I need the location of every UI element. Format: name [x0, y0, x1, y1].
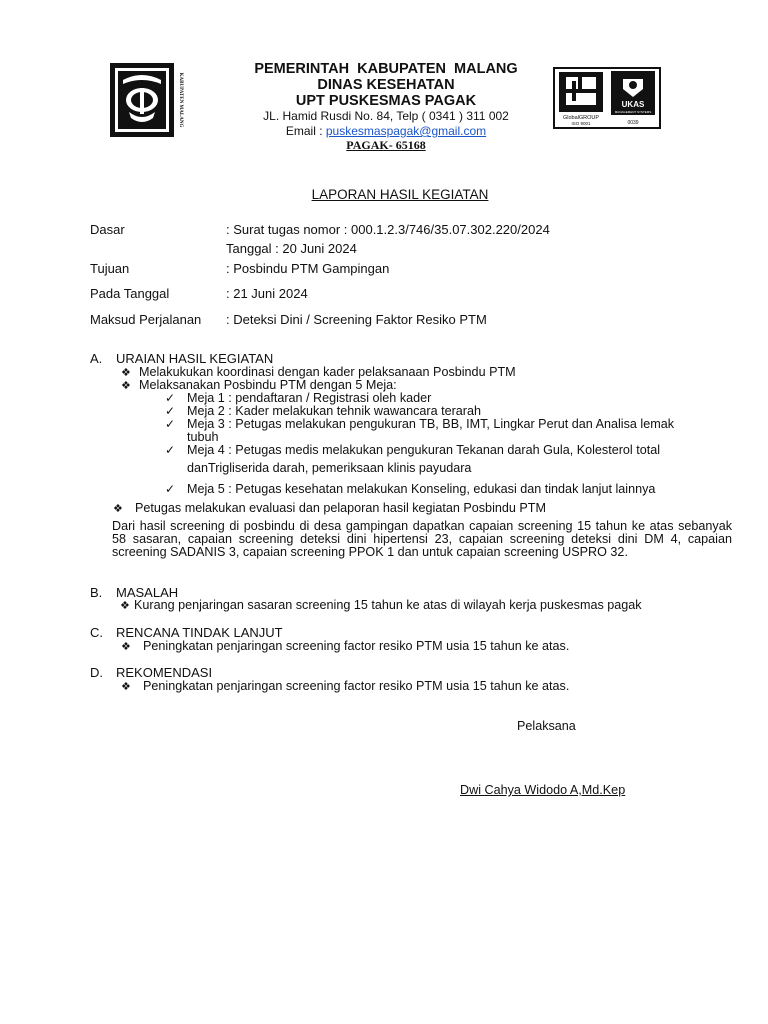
letterhead-email-line	[230, 124, 542, 138]
section-letter: D.	[90, 665, 103, 680]
check-item-text: Meja 2 : Kader melakukan tehnik wawancara terarah	[187, 404, 482, 418]
letterhead-unit: UPT PUSKESMAS PAGAK	[295, 93, 477, 109]
list-item	[121, 679, 569, 693]
check-item	[165, 482, 655, 496]
check-item-continuation: tubuh	[187, 430, 219, 444]
check-item	[165, 404, 481, 418]
letterhead-address: JL. Hamid Rusdi No. 84, Telp ( 0341 ) 311 002	[263, 109, 509, 123]
ukas-text: UKAS	[621, 100, 645, 109]
field-label: Dasar	[90, 222, 125, 237]
check-icon: ✓	[165, 482, 176, 496]
logo-left-caption: KABUPATEN MALANG	[178, 72, 183, 128]
check-item	[165, 417, 674, 431]
field-label: Tujuan	[90, 261, 130, 276]
list-item-text: Kurang penjaringan sasaran screening 15 tahun ke atas di wilayah kerja puskesmas pagak	[134, 598, 642, 612]
diamond-bullet-icon: ❖	[121, 641, 131, 653]
section-title: REKOMENDASI	[116, 665, 213, 680]
section-d-heading	[90, 665, 212, 680]
list-item-text: Peningkatan penjaringan screening factor resiko PTM usia 15 tahun ke atas.	[143, 639, 570, 653]
diamond-bullet-icon: ❖	[121, 681, 131, 693]
check-item-text: Meja 4 : Petugas medis melakukan pengukuran Tekanan darah Gula, Kolesterol total	[187, 443, 661, 457]
letterhead-department: DINAS KESEHATAN	[317, 77, 455, 93]
list-item-text: Melakukukan koordinasi dengan kader pelaksanaan Posbindu PTM	[139, 365, 516, 379]
field-value: : Surat tugas nomor : 000.1.2.3/746/35.07.302.220/2024	[226, 222, 550, 237]
section-letter: B.	[90, 585, 103, 600]
section-letter: C.	[90, 625, 103, 640]
field-label: Maksud Perjalanan	[90, 312, 202, 327]
letterhead-government: PEMERINTAH KABUPATEN MALANG	[254, 61, 518, 77]
check-item-text: Meja 5 : Petugas kesehatan melakukan Konseling, edukasi dan tindak lanjut lainnya	[187, 482, 656, 496]
field-label: Pada Tanggal	[90, 286, 170, 301]
diamond-bullet-icon: ❖	[121, 367, 131, 379]
section-c-heading	[90, 625, 283, 640]
signer-label: Pelaksana	[517, 719, 576, 733]
check-item-continuation: danTrigliserida darah, pemeriksaan klinis payudara	[187, 461, 472, 475]
list-item	[121, 365, 516, 379]
letterhead-postal: PAGAK- 65168	[346, 138, 426, 152]
diamond-bullet-icon: ❖	[120, 600, 130, 612]
section-title: URAIAN HASIL KEGIATAN	[116, 351, 274, 366]
ukas-code-text: 0039	[627, 120, 639, 126]
section-letter: A.	[90, 351, 103, 366]
field-value: : Deteksi Dini / Screening Faktor Resiko PTM	[226, 312, 487, 327]
check-item-text: Meja 1 : pendaftaran / Registrasi oleh kader	[187, 391, 432, 405]
signer-name: Dwi Cahya Widodo A,Md.Kep	[460, 783, 626, 797]
email-label: Email :	[285, 124, 326, 138]
check-item-text: Meja 3 : Petugas melakukan pengukuran TB, BB, IMT, Lingkar Perut dan Analisa lemak	[187, 417, 674, 431]
field-value: Tanggal : 20 Juni 2024	[226, 241, 357, 256]
ukas-sub-text: MANAGEMENT SYSTEMS	[614, 110, 652, 114]
results-paragraph: Dari hasil screening di posbindu di desa gampingan dapatkan capaian screening 15 tahun ke atas sebanyak 58 sasaran, capaian screening deteksi dini hipertensi 23, capaian screening deteksi dini DM 4, capaian screening SADANIS 3, capaian screening PPOK 1 dan untuk capaian screening USPRO 32.	[112, 519, 732, 559]
global-group-text: GlobalGROUP	[562, 115, 600, 121]
list-item	[121, 378, 397, 392]
check-item	[165, 443, 660, 457]
check-icon: ✓	[165, 404, 176, 418]
list-item	[120, 598, 642, 612]
check-item	[165, 391, 431, 405]
email-link[interactable]: puskesmaspagak@gmail.com	[325, 124, 487, 138]
diamond-bullet-icon: ❖	[121, 380, 131, 392]
diamond-bullet-icon: ❖	[113, 503, 123, 515]
field-value: : 21 Juni 2024	[226, 286, 308, 301]
iso-text: ISO 9001	[571, 121, 591, 126]
section-title: RENCANA TINDAK LANJUT	[116, 625, 283, 640]
section-a-heading	[90, 351, 273, 366]
section-title: MASALAH	[116, 585, 179, 600]
check-icon: ✓	[165, 391, 176, 405]
list-item-text: Peningkatan penjaringan screening factor resiko PTM usia 15 tahun ke atas.	[143, 679, 570, 693]
certification-logo	[553, 67, 661, 129]
check-icon: ✓	[165, 443, 176, 457]
field-value: : Posbindu PTM Gampingan	[226, 261, 390, 276]
kabupaten-malang-logo	[109, 62, 187, 138]
check-icon: ✓	[165, 417, 176, 431]
list-item-text: Petugas melakukan evaluasi dan pelaporan hasil kegiatan Posbindu PTM	[135, 501, 546, 515]
list-item-text: Melaksanakan Posbindu PTM dengan 5 Meja:	[139, 378, 397, 392]
list-item	[113, 501, 546, 515]
letterhead	[230, 61, 542, 152]
report-title: LAPORAN HASIL KEGIATAN	[311, 187, 489, 202]
list-item	[121, 639, 569, 653]
